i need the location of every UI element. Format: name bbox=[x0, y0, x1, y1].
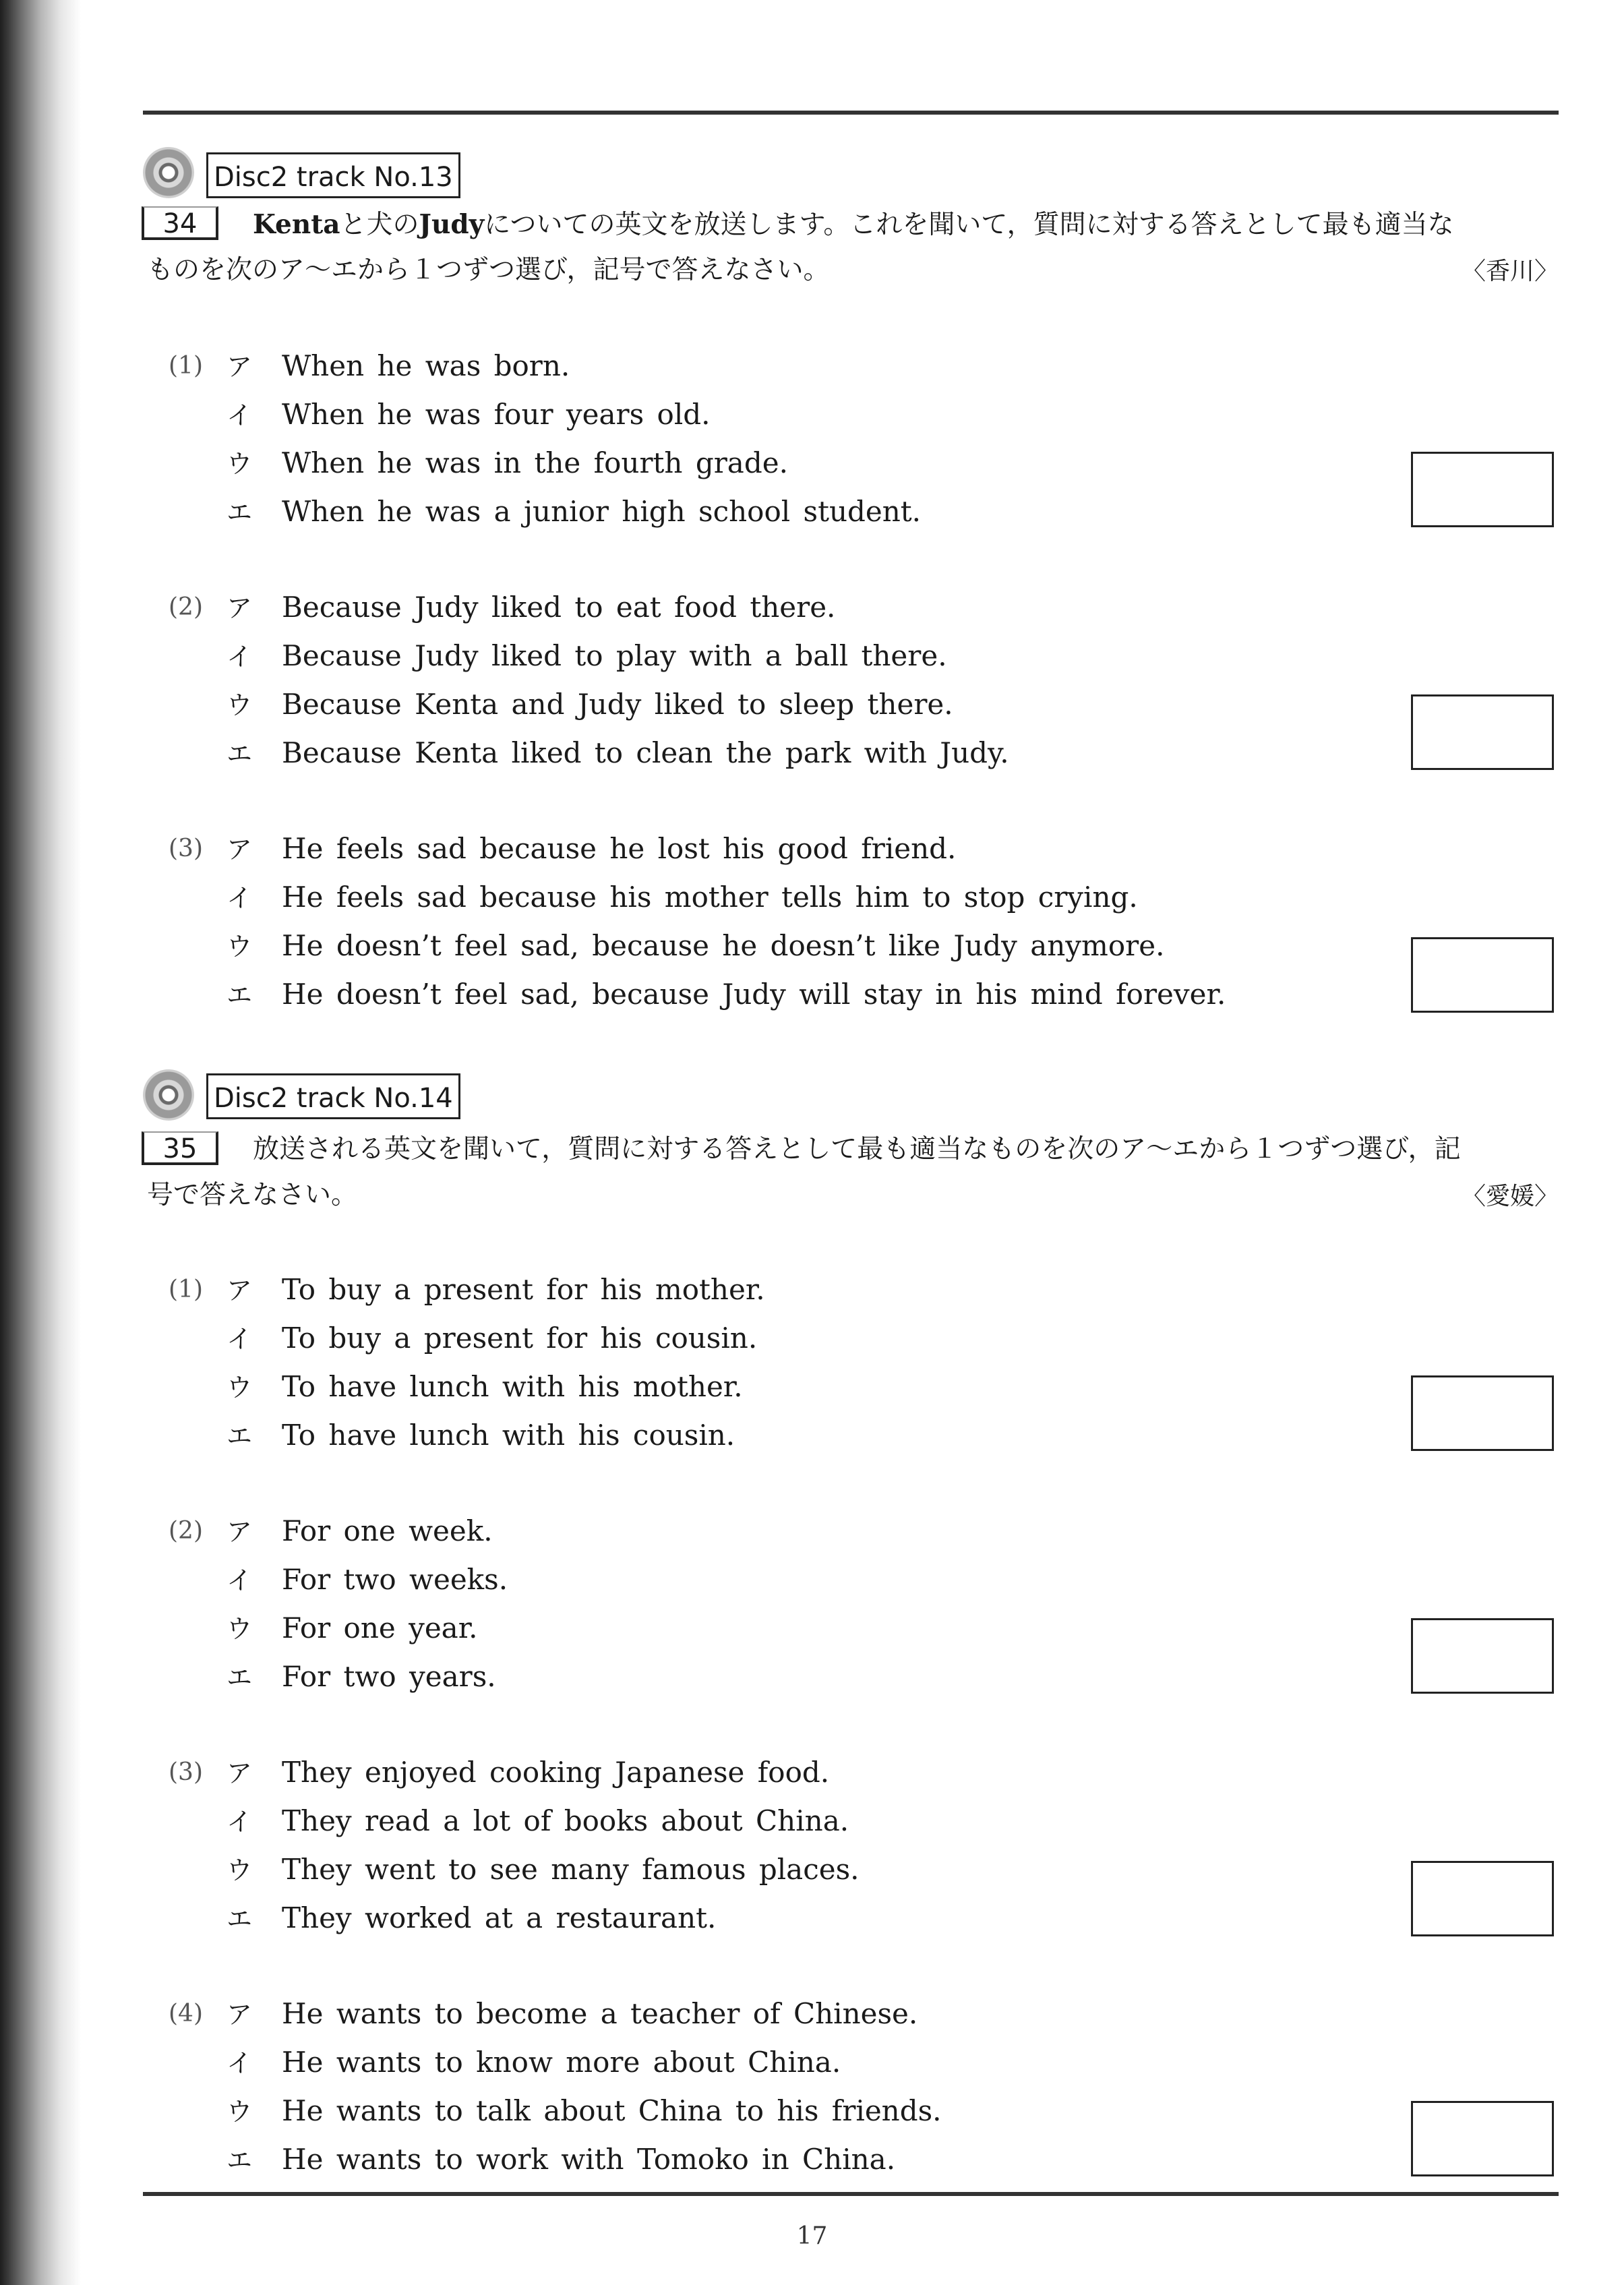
instruction-line-1: Kentaと犬のJudyについての英文を放送します。これを聞いて，質問に対する答えとして最も適当な bbox=[253, 209, 1454, 240]
option bbox=[227, 1273, 765, 1307]
option bbox=[227, 1419, 735, 1452]
option bbox=[227, 639, 947, 673]
option bbox=[227, 446, 788, 480]
option-text: He doesn’t feel sad, because Judy will stay in his mind forever. bbox=[282, 978, 1226, 1011]
option bbox=[227, 2143, 895, 2176]
option bbox=[227, 1660, 496, 1694]
option bbox=[227, 1563, 508, 1597]
answer-box[interactable] bbox=[1411, 1618, 1554, 1694]
option bbox=[227, 1853, 860, 1887]
option-text: They enjoyed cooking Japanese food. bbox=[282, 1756, 830, 1789]
question-number: 35 bbox=[142, 1131, 218, 1165]
option-text: For two weeks. bbox=[282, 1563, 508, 1596]
option-text: When he was four years old. bbox=[282, 398, 711, 431]
option bbox=[227, 1804, 849, 1838]
option-kana: イ bbox=[227, 642, 253, 672]
option-text: Because Judy liked to play with a ball there. bbox=[282, 639, 947, 672]
answer-box[interactable] bbox=[1411, 694, 1554, 770]
option-text: They worked at a restaurant. bbox=[282, 1901, 717, 1934]
option-kana: エ bbox=[227, 980, 253, 1010]
answer-box[interactable] bbox=[1411, 452, 1554, 527]
option-kana: ウ bbox=[227, 1373, 253, 1402]
option-kana: ウ bbox=[227, 690, 253, 720]
option-text: When he was in the fourth grade. bbox=[282, 446, 788, 479]
book-spine-shadow bbox=[0, 0, 81, 2285]
option-text: Because Kenta liked to clean the park with Judy. bbox=[282, 736, 1009, 769]
option-kana: イ bbox=[227, 883, 253, 913]
option bbox=[227, 398, 711, 432]
option-kana: エ bbox=[227, 1904, 253, 1934]
option-kana: ア bbox=[227, 1758, 253, 1788]
answer-box[interactable] bbox=[1411, 2101, 1554, 2176]
option-kana: エ bbox=[227, 1421, 253, 1451]
question-label: (1) bbox=[169, 352, 203, 380]
top-rule bbox=[143, 111, 1559, 115]
option-kana: イ bbox=[227, 1807, 253, 1837]
option-kana: ウ bbox=[227, 1856, 253, 1885]
option-kana: イ bbox=[227, 2048, 253, 2078]
option-text: To have lunch with his cousin. bbox=[282, 1419, 735, 1452]
instruction-line-1: 放送される英文を聞いて，質問に対する答えとして最も適当なものを次のア～エから１つずつ選び，記 bbox=[253, 1134, 1461, 1164]
option-kana: エ bbox=[227, 739, 253, 769]
option-kana: ウ bbox=[227, 2097, 253, 2127]
option-text: Because Kenta and Judy liked to sleep there. bbox=[282, 688, 953, 721]
option-kana: イ bbox=[227, 1566, 253, 1595]
option bbox=[227, 929, 1164, 963]
question-label: (2) bbox=[169, 1517, 203, 1545]
source-label: 〈愛媛〉 bbox=[1461, 1183, 1559, 1210]
option bbox=[227, 349, 570, 383]
option-text: He doesn’t feel sad, because he doesn’t like Judy anymore. bbox=[282, 929, 1165, 962]
option bbox=[227, 591, 835, 624]
option-text: Because Judy liked to eat food there. bbox=[282, 591, 836, 624]
option bbox=[227, 1514, 493, 1548]
option-text: He wants to talk about China to his friends. bbox=[282, 2094, 942, 2127]
option bbox=[227, 1901, 716, 1935]
option-kana: ア bbox=[227, 2000, 253, 2029]
option bbox=[227, 1997, 918, 2031]
option-kana: ウ bbox=[227, 1614, 253, 1644]
source-label: 〈香川〉 bbox=[1461, 258, 1559, 285]
option-text: He wants to know more about China. bbox=[282, 2046, 841, 2079]
option-kana: ア bbox=[227, 1517, 253, 1547]
answer-box[interactable] bbox=[1411, 1861, 1554, 1936]
track-label: Disc2 track No.14 bbox=[206, 1073, 460, 1119]
option-kana: イ bbox=[227, 400, 253, 430]
option-kana: ウ bbox=[227, 449, 253, 479]
question-label: (1) bbox=[169, 1276, 203, 1303]
answer-box[interactable] bbox=[1411, 1375, 1554, 1451]
option-text: When he was born. bbox=[282, 349, 570, 382]
question-label: (3) bbox=[169, 1758, 203, 1786]
option-kana: ア bbox=[227, 352, 253, 382]
option bbox=[227, 1611, 478, 1645]
option bbox=[227, 495, 921, 529]
question-number: 34 bbox=[142, 206, 218, 240]
option bbox=[227, 736, 1009, 770]
question-label: (2) bbox=[169, 593, 203, 621]
option-text: He wants to become a teacher of Chinese. bbox=[282, 1997, 918, 2030]
option bbox=[227, 1756, 829, 1789]
bottom-rule bbox=[143, 2192, 1559, 2196]
option-text: To have lunch with his mother. bbox=[282, 1370, 743, 1403]
question-label: (3) bbox=[169, 835, 203, 862]
instruction-line-2: 号で答えなさい。 bbox=[147, 1180, 358, 1210]
option-kana: ア bbox=[227, 835, 253, 864]
cd-disc-icon bbox=[143, 1069, 194, 1121]
option-kana: ウ bbox=[227, 932, 253, 961]
option-kana: イ bbox=[227, 1324, 253, 1354]
option bbox=[227, 832, 956, 866]
option-kana: エ bbox=[227, 498, 253, 527]
option-text: He feels sad because his mother tells him to stop crying. bbox=[282, 881, 1138, 914]
option bbox=[227, 688, 953, 721]
cd-disc-icon bbox=[143, 147, 194, 198]
option-text: To buy a present for his cousin. bbox=[282, 1322, 758, 1355]
option-kana: ア bbox=[227, 593, 253, 623]
option-kana: エ bbox=[227, 1663, 253, 1692]
option-kana: エ bbox=[227, 2145, 253, 2175]
option-text: They read a lot of books about China. bbox=[282, 1804, 849, 1837]
option-text: He wants to work with Tomoko in China. bbox=[282, 2143, 896, 2176]
option-text: They went to see many famous places. bbox=[282, 1853, 860, 1886]
option-text: For one year. bbox=[282, 1611, 478, 1644]
option-kana: ア bbox=[227, 1276, 253, 1305]
option-text: When he was a junior high school student. bbox=[282, 495, 922, 528]
option bbox=[227, 881, 1138, 914]
option bbox=[227, 978, 1226, 1011]
page-number: 17 bbox=[796, 2222, 828, 2250]
question-label: (4) bbox=[169, 2000, 203, 2027]
option-text: He feels sad because he lost his good friend. bbox=[282, 832, 957, 865]
option bbox=[227, 2094, 942, 2128]
option-text: For two years. bbox=[282, 1660, 496, 1693]
track-label: Disc2 track No.13 bbox=[206, 152, 460, 198]
option-text: For one week. bbox=[282, 1514, 493, 1547]
answer-box[interactable] bbox=[1411, 937, 1554, 1013]
option bbox=[227, 1370, 743, 1404]
option bbox=[227, 2046, 841, 2079]
option bbox=[227, 1322, 757, 1355]
instruction-line-2: ものを次のア～エから１つずつ選び，記号で答えなさい。 bbox=[147, 255, 830, 285]
option-text: To buy a present for his mother. bbox=[282, 1273, 765, 1306]
